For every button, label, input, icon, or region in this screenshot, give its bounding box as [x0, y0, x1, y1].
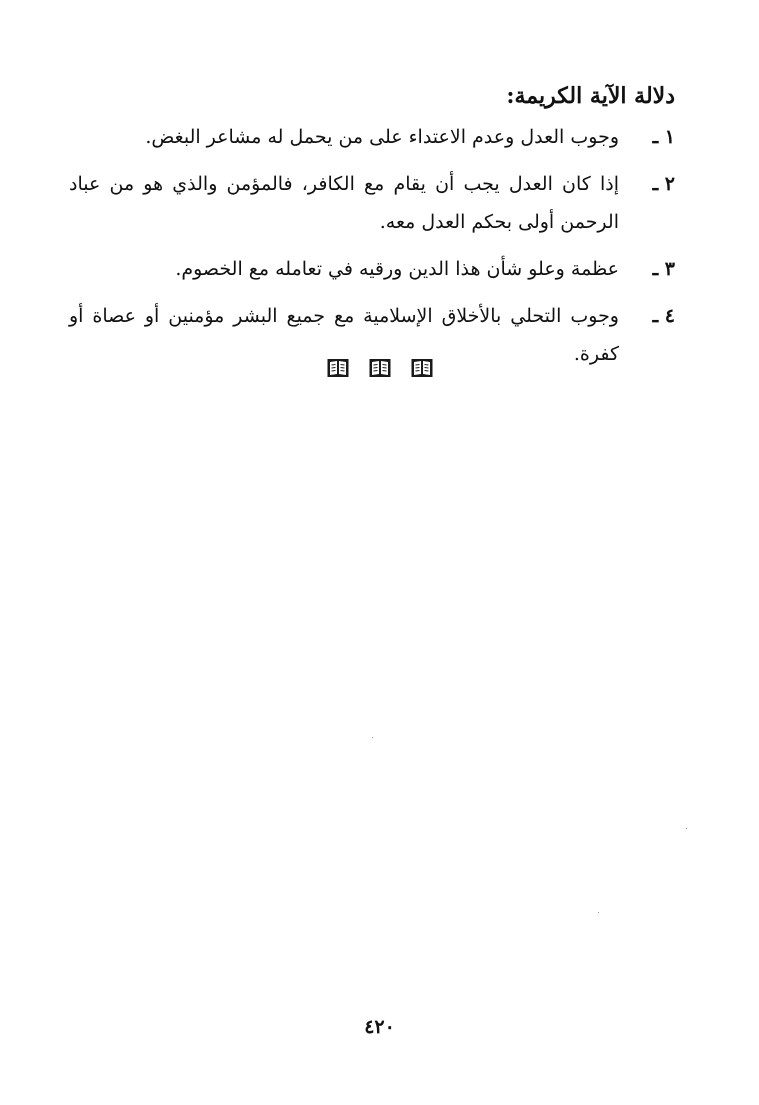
page-number: ٤٢٠ [364, 1016, 395, 1038]
item-text: إذا كان العدل يجب أن يقام مع الكافر، فالمؤمن والذي هو من عباد الرحمن أولى بحكم العدل معه. [69, 173, 619, 233]
scan-speck [372, 737, 373, 738]
open-book-icon [327, 358, 349, 378]
list-item [69, 165, 675, 241]
list-item [69, 250, 675, 288]
item-text: وجوب العدل وعدم الاعتداء على من يحمل له مشاعر البغض. [145, 126, 619, 148]
scan-speck [598, 912, 599, 913]
open-book-icon [369, 358, 391, 378]
item-text: وجوب التحلي بالأخلاق الإسلامية مع جميع البشر مؤمنين أو عصاة أو كفرة. [69, 305, 619, 365]
list-item [69, 118, 675, 156]
points-list [69, 118, 675, 382]
item-text: عظمة وعلو شأن هذا الدين ورقيه في تعامله مع الخصوم. [175, 258, 619, 280]
section-divider-ornaments [0, 358, 759, 378]
open-book-icon [411, 358, 433, 378]
section-heading: دلالة الآية الكريمة: [506, 83, 675, 109]
item-number: ٢ ـ [652, 173, 675, 195]
scan-speck [686, 828, 687, 829]
item-number: ١ ـ [652, 126, 675, 148]
item-number: ٣ ـ [652, 258, 675, 280]
item-number: ٤ ـ [652, 305, 675, 327]
